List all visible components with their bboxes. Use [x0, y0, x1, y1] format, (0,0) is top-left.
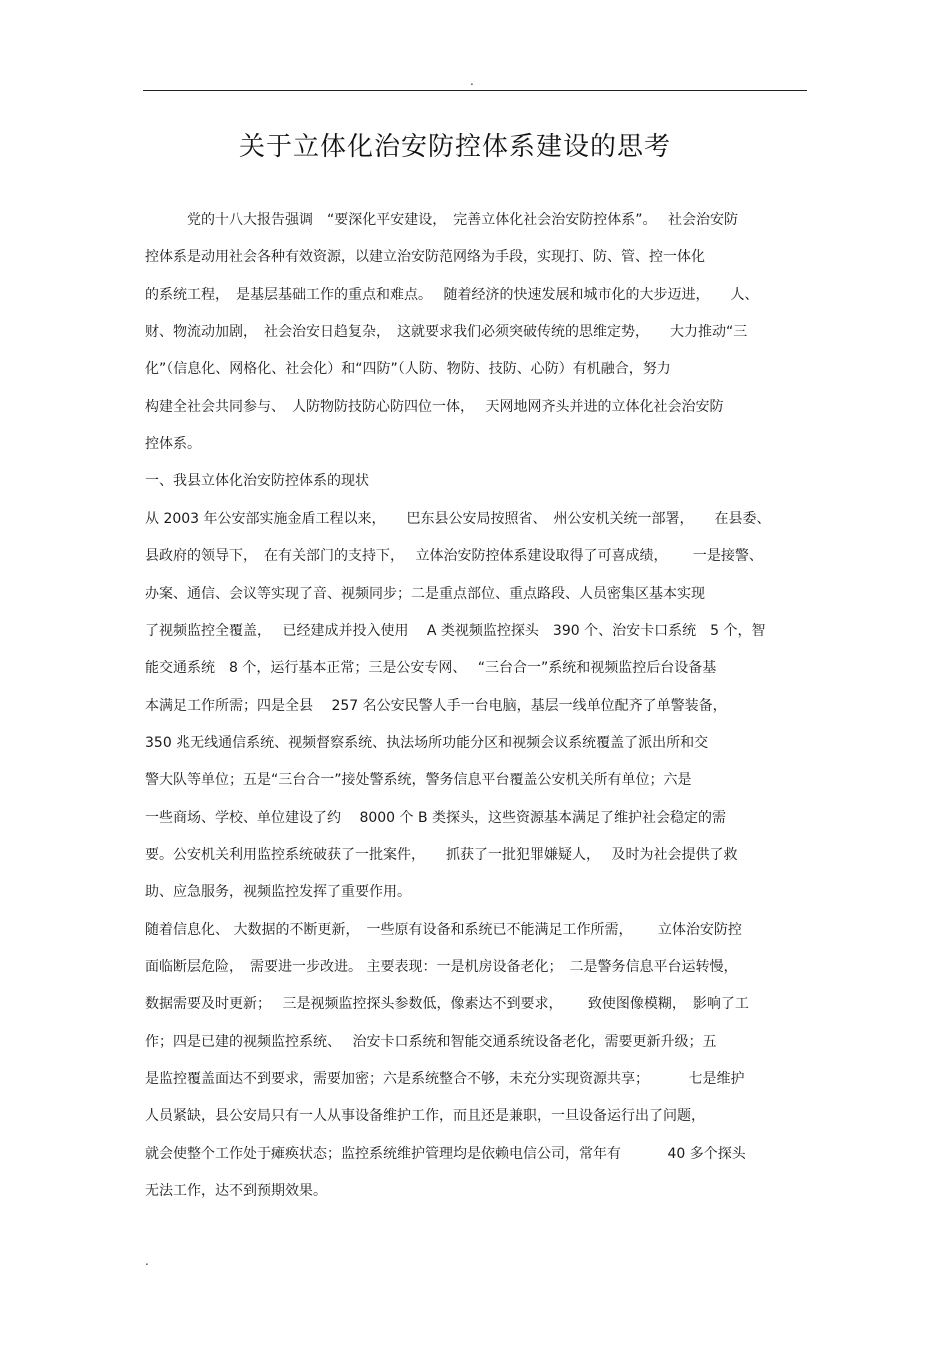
- header-dot: .: [470, 74, 474, 88]
- para2-line: 数据需要及时更新； 三是视频监控探头参数低，像素达不到要求， 致使图像模糊， 影响了工: [145, 996, 749, 1013]
- para1-line: 办案、通信、会议等实现了音、视频同步；二是重点部位、重点路段、人员密集区基本实现: [145, 585, 705, 602]
- footer-dot: .: [145, 1254, 149, 1268]
- para1-line: 县政府的领导下， 在有关部门的支持下， 立体治安防控体系建设取得了可喜成绩， 一是接警、: [145, 548, 763, 565]
- intro-line: 的系统工程， 是基层基础工作的重点和难点。 随着经济的快速发展和城市化的大步迈进， 人、: [145, 286, 759, 303]
- intro-line: 构建全社会共同参与、 人防物防技防心防四位一体， 天网地网齐头并进的立体化社会治安防: [145, 398, 724, 415]
- intro-line: 财、物流动加剧， 社会治安日趋复杂， 这就要求我们必须突破传统的思维定势， 大力推动“三: [145, 324, 748, 341]
- para1-line: 本满足工作所需；四是全县 257 名公安民警人手一台电脑，基层一线单位配齐了单警装备，: [145, 697, 727, 714]
- section-heading: 一、我县立体化治安防控体系的现状: [145, 473, 369, 490]
- header-rule: [143, 90, 807, 91]
- page-title: 关于立体化治安防控体系建设的思考: [238, 132, 671, 162]
- intro-line: 化”（信息化、网格化、社会化）和“四防”（人防、物防、技防、心防）有机融合，努力: [145, 361, 671, 378]
- intro-line: 控体系。: [145, 436, 201, 453]
- para2-line: 人员紧缺，县公安局只有一人从事设备维护工作，而且还是兼职，一旦设备运行出了问题，: [145, 1108, 705, 1125]
- para1-line: 从 2003 年公安部实施金盾工程以来， 巴东县公安局按照省、 州公安机关统一部署， 在县委、: [145, 510, 771, 527]
- para2-line: 无法工作，达不到预期效果。: [145, 1183, 327, 1200]
- para1-line: 了视频监控全覆盖， 已经建成并投入使用 A 类视频监控探头 390 个、治安卡口系统 5 个，智: [145, 622, 766, 639]
- para1-line: 助、应急服务，视频监控发挥了重要作用。: [145, 884, 411, 901]
- para1-line: 警大队等单位；五是“三台合一”接处警系统，警务信息平台覆盖公安机关所有单位；六是: [145, 772, 692, 789]
- intro-line: 控体系是动用社会各种有效资源，以建立治安防范网络为手段，实现打、防、管、控一体化: [145, 249, 705, 266]
- intro-line: 党的十八大报告强调 “要深化平安建设， 完善立体化社会治安防控体系”。 社会治安防: [145, 212, 738, 228]
- para2-line: 作；四是已建的视频监控系统、 治安卡口系统和智能交通系统设备老化，需要更新升级；五: [145, 1033, 717, 1050]
- para1-line: 能交通系统 8 个，运行基本正常；三是公安专网、 “三台合一”系统和视频监控后台设备基: [145, 660, 717, 677]
- para2-line: 随着信息化、 大数据的不断更新， 一些原有设备和系统已不能满足工作所需， 立体治安防控: [145, 921, 742, 938]
- para2-line: 就会使整个工作处于瘫痪状态；监控系统维护管理均是依赖电信公司，常年有 40 多个探头: [145, 1145, 746, 1162]
- para2-line: 面临断层危险， 需要进一步改进。 主要表现：一是机房设备老化； 二是警务信息平台运转慢，: [145, 959, 738, 975]
- para1-line: 350 兆无线通信系统、视频督察系统、执法场所功能分区和视频会议系统覆盖了派出所和交: [145, 734, 709, 751]
- para1-line: 一些商场、学校、单位建设了约 8000 个 B 类探头，这些资源基本满足了维护社会稳定的需: [145, 809, 727, 826]
- para1-line: 要。公安机关利用监控系统破获了一批案件， 抓获了一批犯罪嫌疑人， 及时为社会提供了救: [145, 846, 738, 863]
- para2-line: 是监控覆盖面达不到要求，需要加密；六是系统整合不够，未充分实现资源共享； 七是维护: [145, 1071, 745, 1088]
